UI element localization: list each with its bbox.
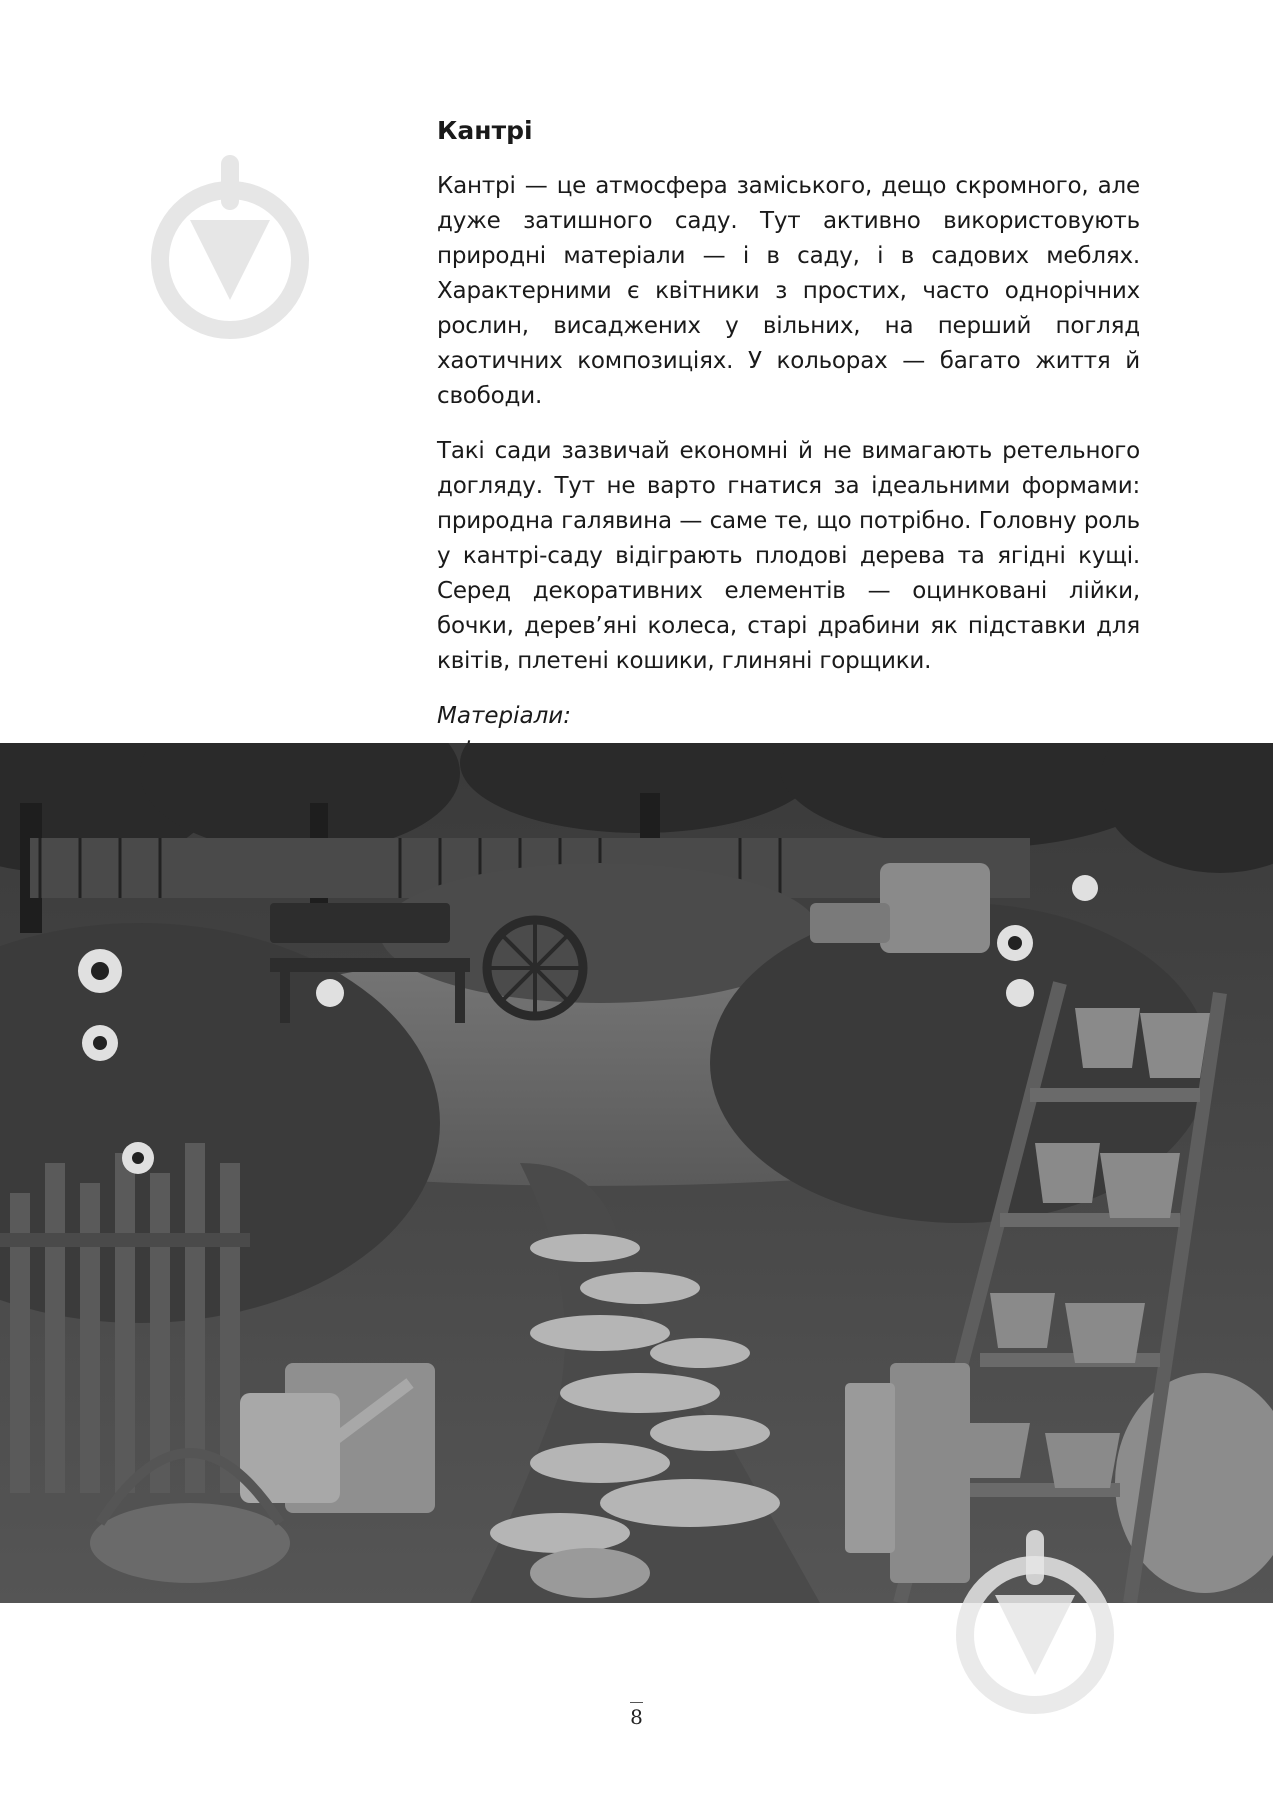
trowel-watermark-icon <box>955 1525 1115 1715</box>
page-number: 8 <box>630 1705 643 1729</box>
page-number-rule <box>630 1702 643 1703</box>
paragraph-2: Такі сади зазвичай економні й не вимагають ретельного догляду. Тут не варто гнатися за ідеальними формами: природна галявина — саме те, що потрібно. Головну роль у кантрі-саду відіграють плодові дерева та ягідні кущі. Серед декоративних елементів — оцинковані лійки, бочки, дерев’яні колеса, старі драбини як підставки для квітів, плетені кошики, глиняні горщики. <box>437 438 1140 674</box>
article-text <box>437 115 1140 769</box>
paragraph-1: Кантрі — це атмосфера заміського, дещо скромного, але дуже затишного саду. Тут активно використовують природні матеріали — і в саду, і в садових меблях. Характерними є квітники з простих, часто однорічних рослин, висаджених у вільних, на перший погляд хаотичних композиціях. У кольорах — багато життя й свободи. <box>437 173 1140 409</box>
garden-photo <box>0 743 1273 1603</box>
materials-label: Матеріали: <box>437 703 571 729</box>
trowel-watermark-icon <box>150 150 310 340</box>
section-heading: Кантрі <box>437 116 533 145</box>
